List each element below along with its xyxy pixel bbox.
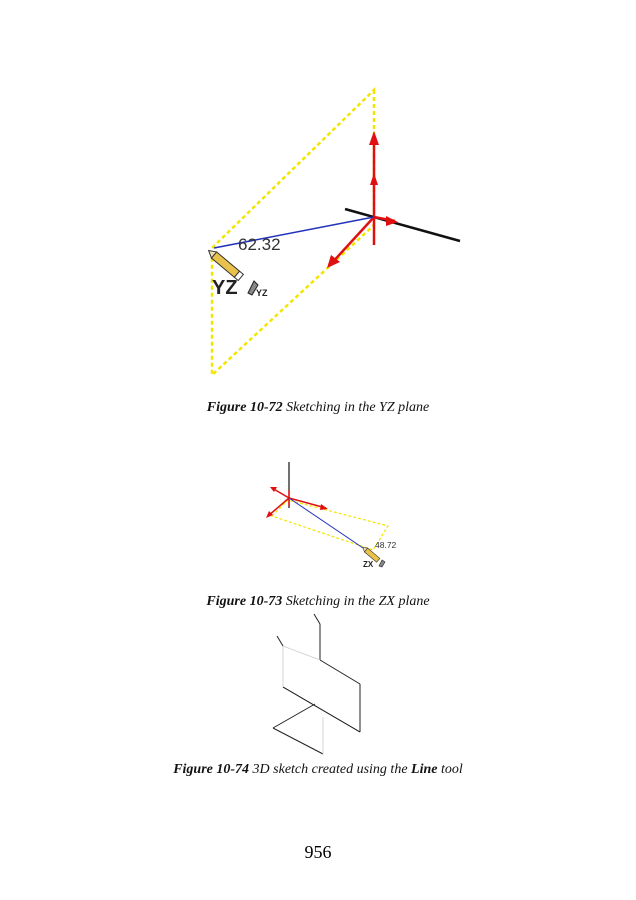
- arrow-up-icon: [369, 131, 379, 145]
- caption-number: Figure 10-73: [206, 594, 283, 609]
- page-number: 956: [304, 842, 332, 862]
- caption-number: Figure 10-74: [173, 762, 250, 777]
- arrow-icon-2: [320, 504, 328, 510]
- caption-text-before: 3D sketch created using the: [252, 762, 412, 777]
- axis-red-2: [289, 498, 326, 508]
- figure-10-73-image: [258, 458, 398, 573]
- dimension-value: 48.72: [375, 540, 397, 550]
- caption-10-72: [0, 400, 636, 416]
- caption-10-74: [0, 762, 636, 778]
- caption-text-bold: Line: [411, 762, 438, 777]
- plane-subscript: YZ: [256, 288, 268, 298]
- sketch-line: [289, 498, 366, 550]
- caption-text: Sketching in the ZX plane: [285, 594, 430, 609]
- dimension-value: 62.32: [238, 235, 281, 254]
- sketch-wireframe: [273, 614, 360, 754]
- arrow-up-icon-2: [370, 173, 378, 185]
- caption-number: Figure 10-72: [206, 400, 283, 415]
- plane-label: YZ: [212, 277, 238, 299]
- caption-text-after: tool: [437, 762, 463, 777]
- plane-icon: [379, 560, 385, 567]
- caption-10-73: [0, 594, 636, 610]
- figure-10-72-image: [190, 85, 470, 385]
- axis-black-line: [345, 209, 460, 241]
- plane-label: ZX: [363, 560, 374, 569]
- sketch-wireframe-faint: [283, 646, 323, 754]
- caption-text: Sketching in the YZ plane: [286, 400, 430, 415]
- figure-10-74-image: [265, 612, 375, 762]
